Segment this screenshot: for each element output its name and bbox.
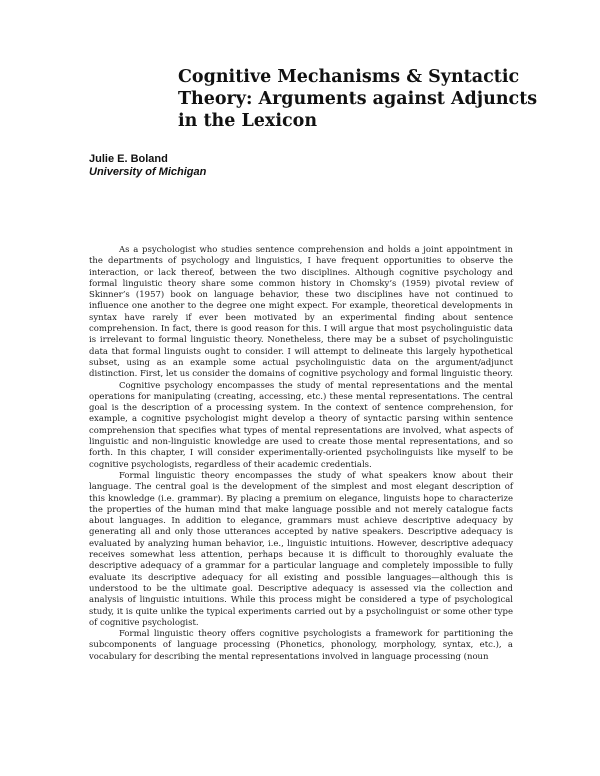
paragraph: Cognitive psychology encompasses the study of mental representations and the mental operations for manipulating (creating, accessing, etc.) these mental representations. The central goal is the description of a processing system. In the context of sentence comprehension, for example, a cognitive psychologist might develop a theory of syntactic parsing within sentence comprehension that specifies what types of mental representations are involved, what aspects of linguistic and non-linguistic knowledge are used to create those mental representations, and so forth. In this chapter, I will consider experimentally-oriented psycholinguists like myself to be cognitive psychologists, regardless of their academic credentials. xyxy=(89,380,513,470)
paragraph: Formal linguistic theory encompasses the study of what speakers know about their language. The central goal is the development of the simplest and most elegant description of this knowledge (i.e. grammar). By placing a premium on elegance, linguists hope to characterize the properties of the human mind that make language possible and not merely catalogue facts about languages. In addition to elegance, grammars must achieve descriptive adequacy by generating all and only those utterances accepted by native speakers. Descriptive adequacy is evaluated by analyzing human behavior, i.e., linguistic intuitions. However, descriptive adequacy receives somewhat less attention, perhaps because it is difficult to thoroughly evaluate the descriptive adequacy of a grammar for a particular language and completely impossible to fully evaluate its descriptive adequacy for all existing and possible languages—although this is understood to be the ultimate goal. Descriptive adequacy is assessed via the collection and analysis of linguistic intuitions. While this process might be considered a type of psychological study, it is quite unlike the typical experiments carried out by a psycholinguist or some other type of cognitive psychologist. xyxy=(89,470,513,628)
body-text xyxy=(89,245,513,663)
author-name: Julie E. Boland xyxy=(89,153,168,165)
author-affiliation: University of Michigan xyxy=(89,166,207,178)
paragraph: As a psychologist who studies sentence comprehension and holds a joint appointment in the departments of psychology and linguistics, I have frequent opportunities to observe the interaction, or lack thereof, between the two disciplines. Although cognitive psychology and formal linguistic theory share some common history in Chomsky’s (1959) pivotal review of Skinner’s (1957) book on language behavior, these two disciplines have not continued to influence one another to the degree one might expect. For example, theoretical developments in syntax have rarely if ever been motivated by an experimental finding about sentence comprehension. In fact, there is good reason for this. I will argue that most psycholinguistic data is irrelevant to formal linguistic theory. Nonetheless, there may be a subset of psycholinguistic data that formal linguists ought to consider. I will attempt to delineate this largely hypothetical subset, using as an example some actual psycholinguistic data on the argument/adjunct distinction. First, let us consider the domains of cognitive psychology and formal linguistic theory. xyxy=(89,245,513,380)
paragraph: Formal linguistic theory offers cognitive psychologists a framework for partitioning the subcomponents of language processing (Phonetics, phonology, morphology, syntax, etc.), a vocabulary for describing the mental representations involved in language processing (noun xyxy=(89,629,513,662)
paper-title: Cognitive Mechanisms & Syntactic Theory: Arguments against Adjuncts in the Lexicon xyxy=(178,67,538,131)
